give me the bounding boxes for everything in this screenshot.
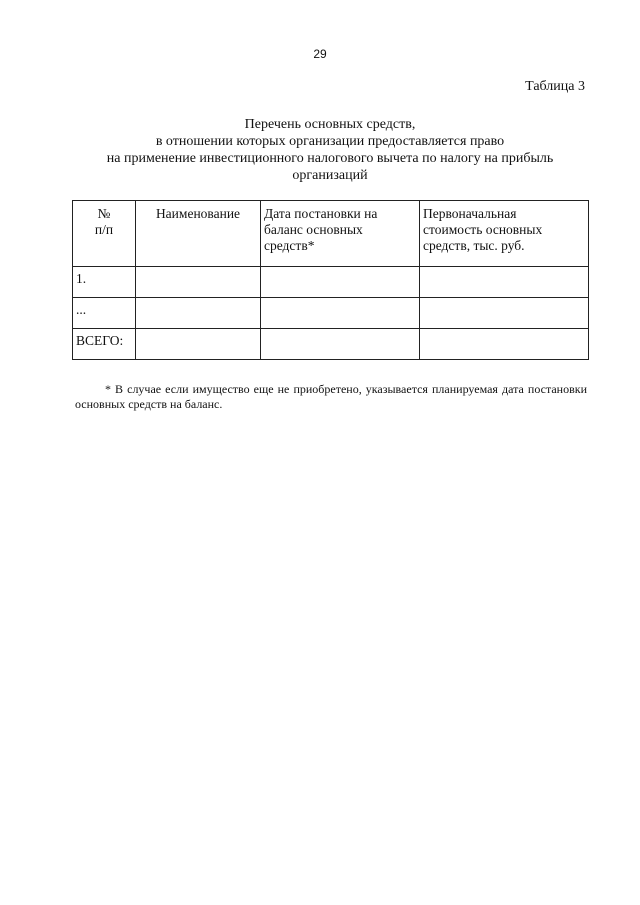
- table-cell: ВСЕГО:: [73, 329, 136, 360]
- table-cell: [136, 267, 261, 298]
- table-label: Таблица 3: [525, 79, 585, 94]
- table-cell: [136, 298, 261, 329]
- table-cell: [420, 267, 589, 298]
- header-line: стоимость основных: [423, 222, 543, 237]
- title-line: на применение инвестиционного налогового вычета по налогу на прибыль: [106, 151, 554, 166]
- header-line: средств, тыс. руб.: [423, 238, 525, 253]
- table-cell: 1.: [73, 267, 136, 298]
- table-cell: [420, 298, 589, 329]
- table-cell: [420, 329, 589, 360]
- table-header-row: [73, 201, 589, 267]
- footnote: * В случае если имущество еще не приобретено, указывается планируемая дата постановки основных средств на баланс.: [75, 382, 587, 411]
- header-name: [136, 201, 261, 267]
- table-cell: [136, 329, 261, 360]
- table-row-total: [73, 329, 589, 360]
- title-line: Перечень основных средств,: [244, 117, 416, 132]
- table-row: [73, 267, 589, 298]
- header-line: Дата постановки на: [264, 206, 378, 221]
- title-line: организаций: [292, 168, 368, 183]
- header-line: баланс основных: [264, 222, 363, 237]
- title-line: в отношении которых организации предоставляется право: [155, 134, 505, 149]
- table-cell: [261, 267, 420, 298]
- header-line: №: [97, 206, 111, 221]
- header-line: Наименование: [155, 206, 241, 221]
- header-line: средств*: [264, 238, 315, 253]
- table-cell: [261, 329, 420, 360]
- table-cell: [261, 298, 420, 329]
- document-title: [60, 116, 600, 184]
- table-cell: ...: [73, 298, 136, 329]
- header-cost: [420, 201, 589, 267]
- table-row: [73, 298, 589, 329]
- fixed-assets-table: [72, 200, 589, 360]
- page-number: 29: [313, 47, 327, 61]
- header-line: п/п: [94, 222, 114, 237]
- header-date: [261, 201, 420, 267]
- header-number: [73, 201, 136, 267]
- header-line: Первоначальная: [423, 206, 517, 221]
